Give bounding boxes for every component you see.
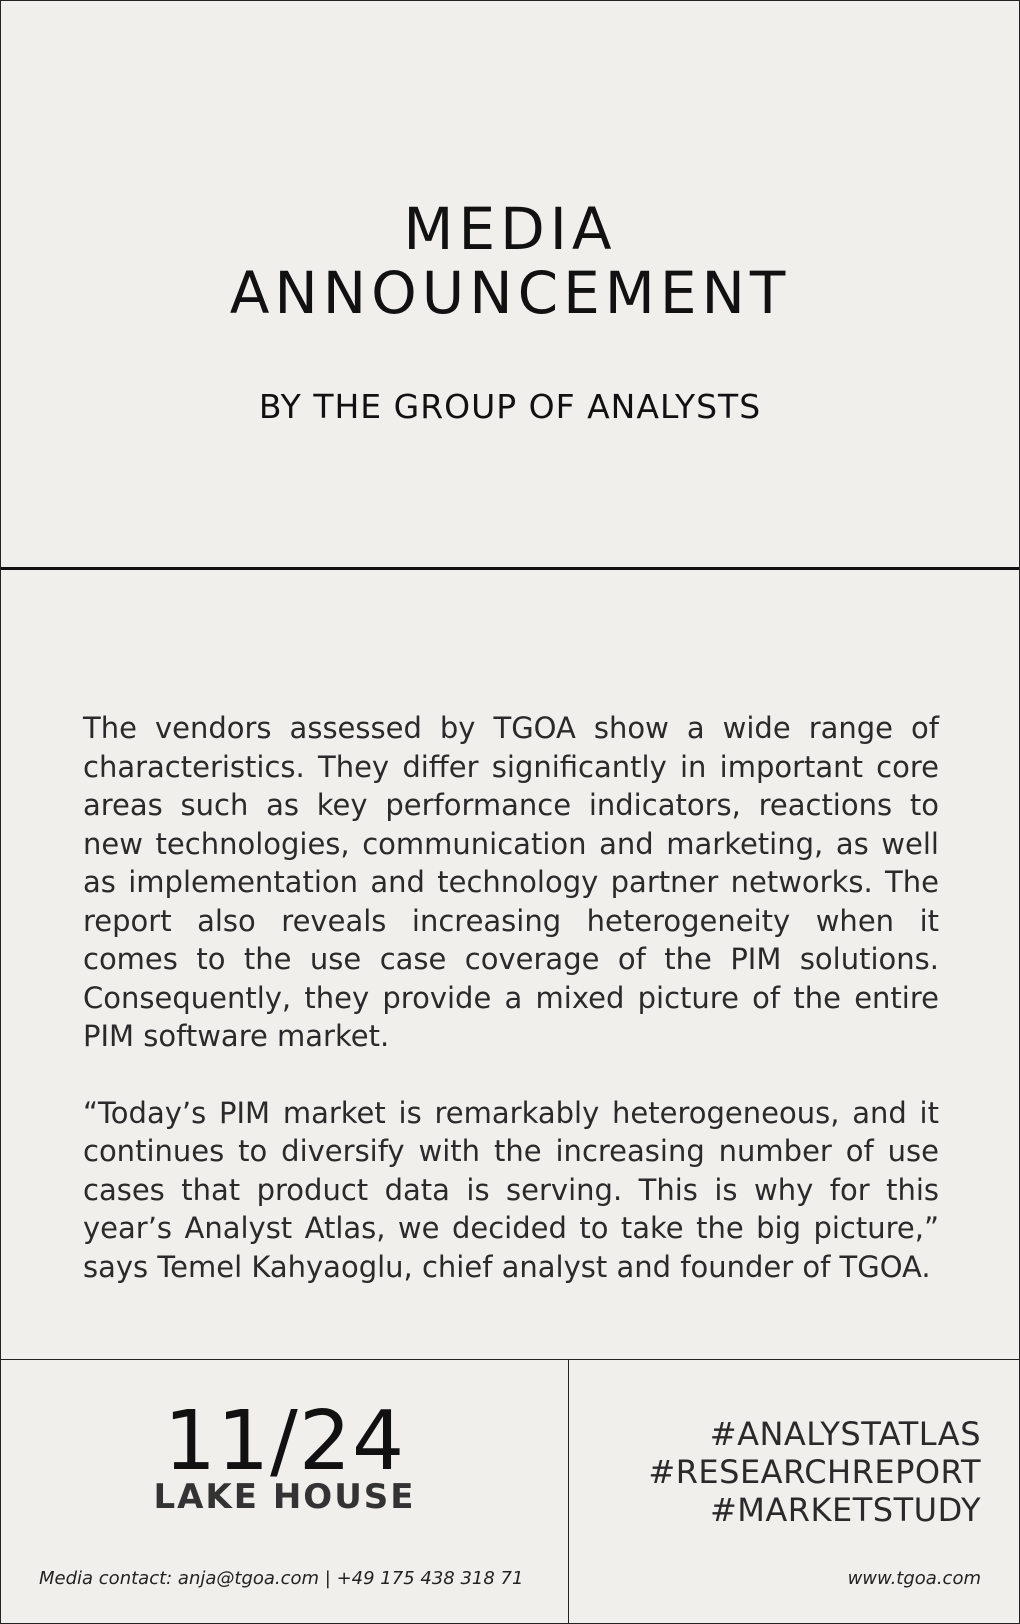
body-text <box>83 709 939 1324</box>
header-divider <box>1 567 1019 570</box>
hashtag-list <box>648 1415 981 1529</box>
media-contact: Media contact: anja@tgoa.com | +49 175 438 318 71 <box>39 1568 524 1589</box>
page-title <box>1 197 1019 325</box>
website-link: www.tgoa.com <box>847 1568 981 1589</box>
hashtag: #MARKETSTUDY <box>709 1491 981 1529</box>
title-line-1: MEDIA <box>403 195 617 263</box>
paragraph-1: The vendors assessed by TGOA show a wide range of characteristics. They differ significantly in important core areas such as key performance indicators, reactions to new technologies, communication and marketing, as well as implementation and technology partner networks. The report also reveals increasing heterogeneity when it comes to the use case coverage of the PIM solutions. Consequently, they provide a mixed picture of the entire PIM software market. <box>83 711 939 1053</box>
event-venue: LAKE HOUSE <box>153 1477 416 1517</box>
title-line-2: ANNOUNCEMENT <box>229 259 791 327</box>
event-date: 11/24 <box>163 1394 406 1489</box>
footer-divider <box>1 1359 1019 1360</box>
header-section <box>1 1 1019 567</box>
hashtag: #ANALYSTATLAS <box>709 1415 981 1453</box>
hashtag: #RESEARCHREPORT <box>648 1453 981 1491</box>
footer-column-divider <box>568 1359 569 1623</box>
subtitle: BY THE GROUP OF ANALYSTS <box>258 387 762 426</box>
paragraph-2: “Today’s PIM market is remarkably heterogeneous, and it continues to diversify with the increasing number of use cases that product data is serving. This is why for this year’s Analyst Atlas, we decided to take the big picture,” says Temel Kahyaoglu, chief analyst and founder of TGOA. <box>83 1095 939 1284</box>
